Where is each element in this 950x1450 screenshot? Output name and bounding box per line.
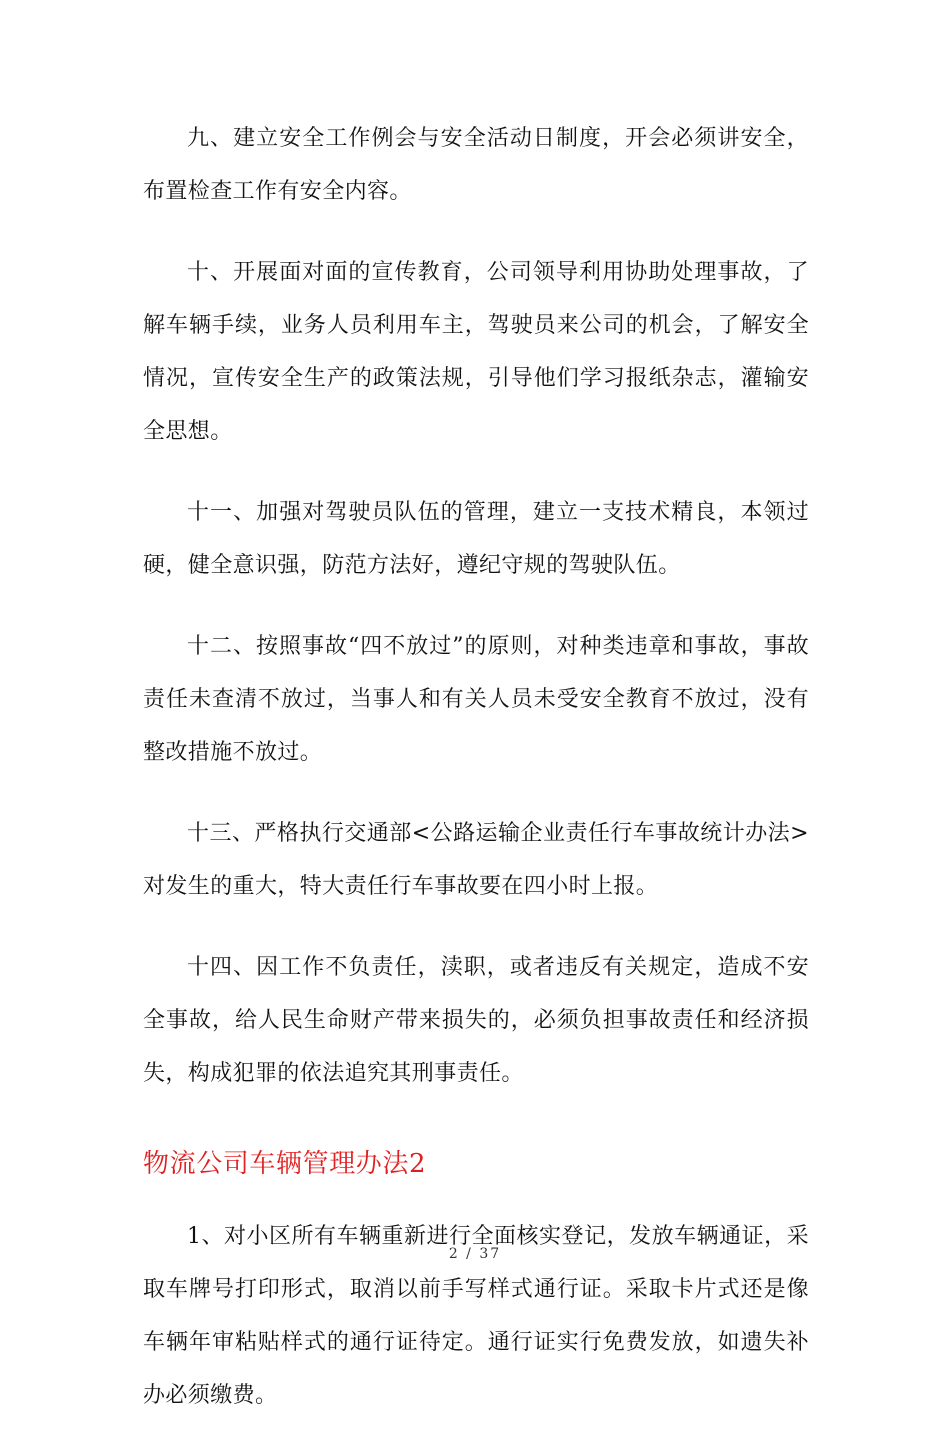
paragraph-item-12: 十二、按照事故“四不放过”的原则，对种类违章和事故，事故责任未查清不放过，当事人和有关人员未受安全教育不放过，没有整改措施不放过。: [143, 634, 809, 765]
section-heading: 物流公司车辆管理办法2: [143, 1149, 427, 1179]
paragraph-item-9: 九、建立安全工作例会与安全活动日制度，开会必须讲安全，布置检查工作有安全内容。: [143, 126, 809, 204]
section-paragraph-1: 1、对小区所有车辆重新进行全面核实登记，发放车辆通证，采取车牌号打印形式，取消以前手写样式通行证。采取卡片式还是像车辆年审粘贴样式的通行证待定。通行证实行免费发放，如遗失补办必须缴费。: [143, 1224, 809, 1408]
page-number: 2 / 37: [448, 1246, 502, 1262]
paragraph-item-11: 十一、加强对驾驶员队伍的管理，建立一支技术精良，本领过硬，健全意识强，防范方法好，遵纪守规的驾驶队伍。: [143, 500, 809, 578]
paragraph-item-10: 十、开展面对面的宣传教育，公司领导利用协助处理事故，了解车辆手续，业务人员利用车主，驾驶员来公司的机会，了解安全情况，宣传安全生产的政策法规，引导他们学习报纸杂志，灌输安全思想。: [143, 260, 809, 444]
paragraph-item-13: 十三、严格执行交通部<公路运输企业责任行车事故统计办法>对发生的重大，特大责任行车事故要在四小时上报。: [143, 821, 809, 899]
paragraph-item-14: 十四、因工作不负责任，渎职，或者违反有关规定，造成不安全事故，给人民生命财产带来损失的，必须负担事故责任和经济损失，构成犯罪的依法追究其刑事责任。: [143, 955, 809, 1086]
